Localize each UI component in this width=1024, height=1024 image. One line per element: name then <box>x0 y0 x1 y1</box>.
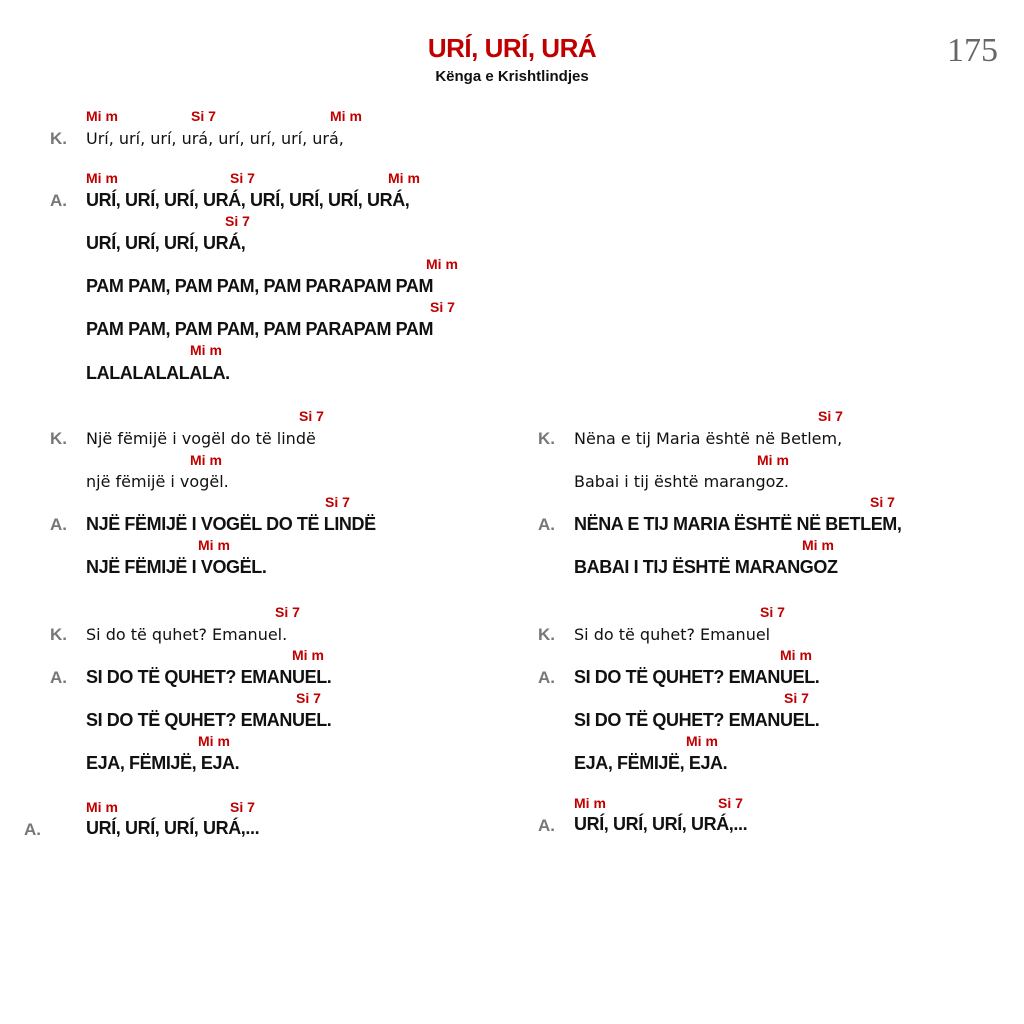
chord-si7: Si 7 <box>870 494 895 510</box>
lyric-line-soloist: Nëna e tij Maria është në Betlem, <box>574 429 843 448</box>
chord-si7: Si 7 <box>191 108 216 124</box>
lyric-line-all: NËNA E TIJ MARIA ËSHTË NË BETLEM, <box>574 514 902 534</box>
chord-si7: Si 7 <box>784 690 809 706</box>
chord-mim: Mi m <box>388 170 420 186</box>
chord-si7: Si 7 <box>299 408 324 424</box>
chord-mim: Mi m <box>86 170 118 186</box>
lyric-line-all: URÍ, URÍ, URÍ, URÁ, <box>86 233 246 253</box>
all-marker: A. <box>50 668 67 687</box>
chord-mim: Mi m <box>426 256 458 272</box>
chord-mim: Mi m <box>330 108 362 124</box>
soloist-marker: K. <box>538 429 555 448</box>
soloist-marker: K. <box>538 625 555 644</box>
lyric-line-all: URÍ, URÍ, URÍ, URÁ, URÍ, URÍ, URÍ, URÁ, <box>86 190 410 210</box>
lyric-line-all: LALALALALALA. <box>86 363 230 383</box>
all-marker: A. <box>24 820 41 839</box>
song-title: URÍ, URÍ, URÁ <box>427 33 597 63</box>
lyric-line-all: SI DO TË QUHET? EMANUEL. <box>86 710 332 730</box>
chord-mim: Mi m <box>190 342 222 358</box>
lyric-line-all: NJË FËMIJË I VOGËL. <box>86 557 267 577</box>
chord-mim: Mi m <box>780 647 812 663</box>
soloist-marker: K. <box>50 625 67 644</box>
chord-si7: Si 7 <box>230 170 255 186</box>
lyric-line-all: EJA, FËMIJË, EJA. <box>574 753 728 773</box>
lyric-line-soloist: Një fëmijë i vogël do të lindë <box>86 429 316 448</box>
lyric-line-soloist: një fëmijë i vogël. <box>86 472 229 491</box>
lyric-line-soloist: Urí, urí, urí, urá, urí, urí, urí, urá, <box>86 129 344 148</box>
chord-si7: Si 7 <box>225 213 250 229</box>
lyric-line-soloist: Si do të quhet? Emanuel. <box>86 625 288 644</box>
chord-si7: Si 7 <box>275 604 300 620</box>
lyric-line-all: SI DO TË QUHET? EMANUEL. <box>574 667 820 687</box>
all-marker: A. <box>538 515 555 534</box>
lyric-line-all: PAM PAM, PAM PAM, PAM PARAPAM PAM <box>86 319 434 339</box>
chord-si7: Si 7 <box>760 604 785 620</box>
chord-si7: Si 7 <box>296 690 321 706</box>
lyric-line-soloist: Si do të quhet? Emanuel <box>574 625 771 644</box>
chord-si7: Si 7 <box>430 299 455 315</box>
chord-mim: Mi m <box>198 733 230 749</box>
soloist-marker: K. <box>50 129 67 148</box>
chord-mim: Mi m <box>686 733 718 749</box>
chord-si7: Si 7 <box>325 494 350 510</box>
lyric-line-all: URÍ, URÍ, URÍ, URÁ,... <box>86 818 260 838</box>
lyric-line-all: SI DO TË QUHET? EMANUEL. <box>574 710 820 730</box>
song-subtitle: Kënga e Krishtlindjes <box>435 68 589 85</box>
chord-mim: Mi m <box>802 537 834 553</box>
chord-mim: Mi m <box>198 537 230 553</box>
lyric-line-all: PAM PAM, PAM PAM, PAM PARAPAM PAM <box>86 276 434 296</box>
all-marker: A. <box>50 191 67 210</box>
chord-si7: Si 7 <box>818 408 843 424</box>
chord-si7: Si 7 <box>718 795 743 811</box>
page-number: 175 <box>947 32 998 69</box>
chord-mim: Mi m <box>86 108 118 124</box>
all-marker: A. <box>50 515 67 534</box>
lyric-line-all: NJË FËMIJË I VOGËL DO TË LINDË <box>86 514 376 534</box>
chord-mim: Mi m <box>757 452 789 468</box>
lyric-line-all: SI DO TË QUHET? EMANUEL. <box>86 667 332 687</box>
lyric-line-all: URÍ, URÍ, URÍ, URÁ,... <box>574 814 748 834</box>
chord-mim: Mi m <box>190 452 222 468</box>
lyric-line-all: EJA, FËMIJË, EJA. <box>86 753 240 773</box>
chord-mim: Mi m <box>292 647 324 663</box>
chord-si7: Si 7 <box>230 799 255 815</box>
all-marker: A. <box>538 668 555 687</box>
all-marker: A. <box>538 816 555 835</box>
lyric-line-all: BABAI I TIJ ËSHTË MARANGOZ <box>574 557 838 577</box>
lyric-line-soloist: Babai i tij është marangoz. <box>574 472 789 491</box>
chord-mim: Mi m <box>86 799 118 815</box>
chord-mim: Mi m <box>574 795 606 811</box>
soloist-marker: K. <box>50 429 67 448</box>
